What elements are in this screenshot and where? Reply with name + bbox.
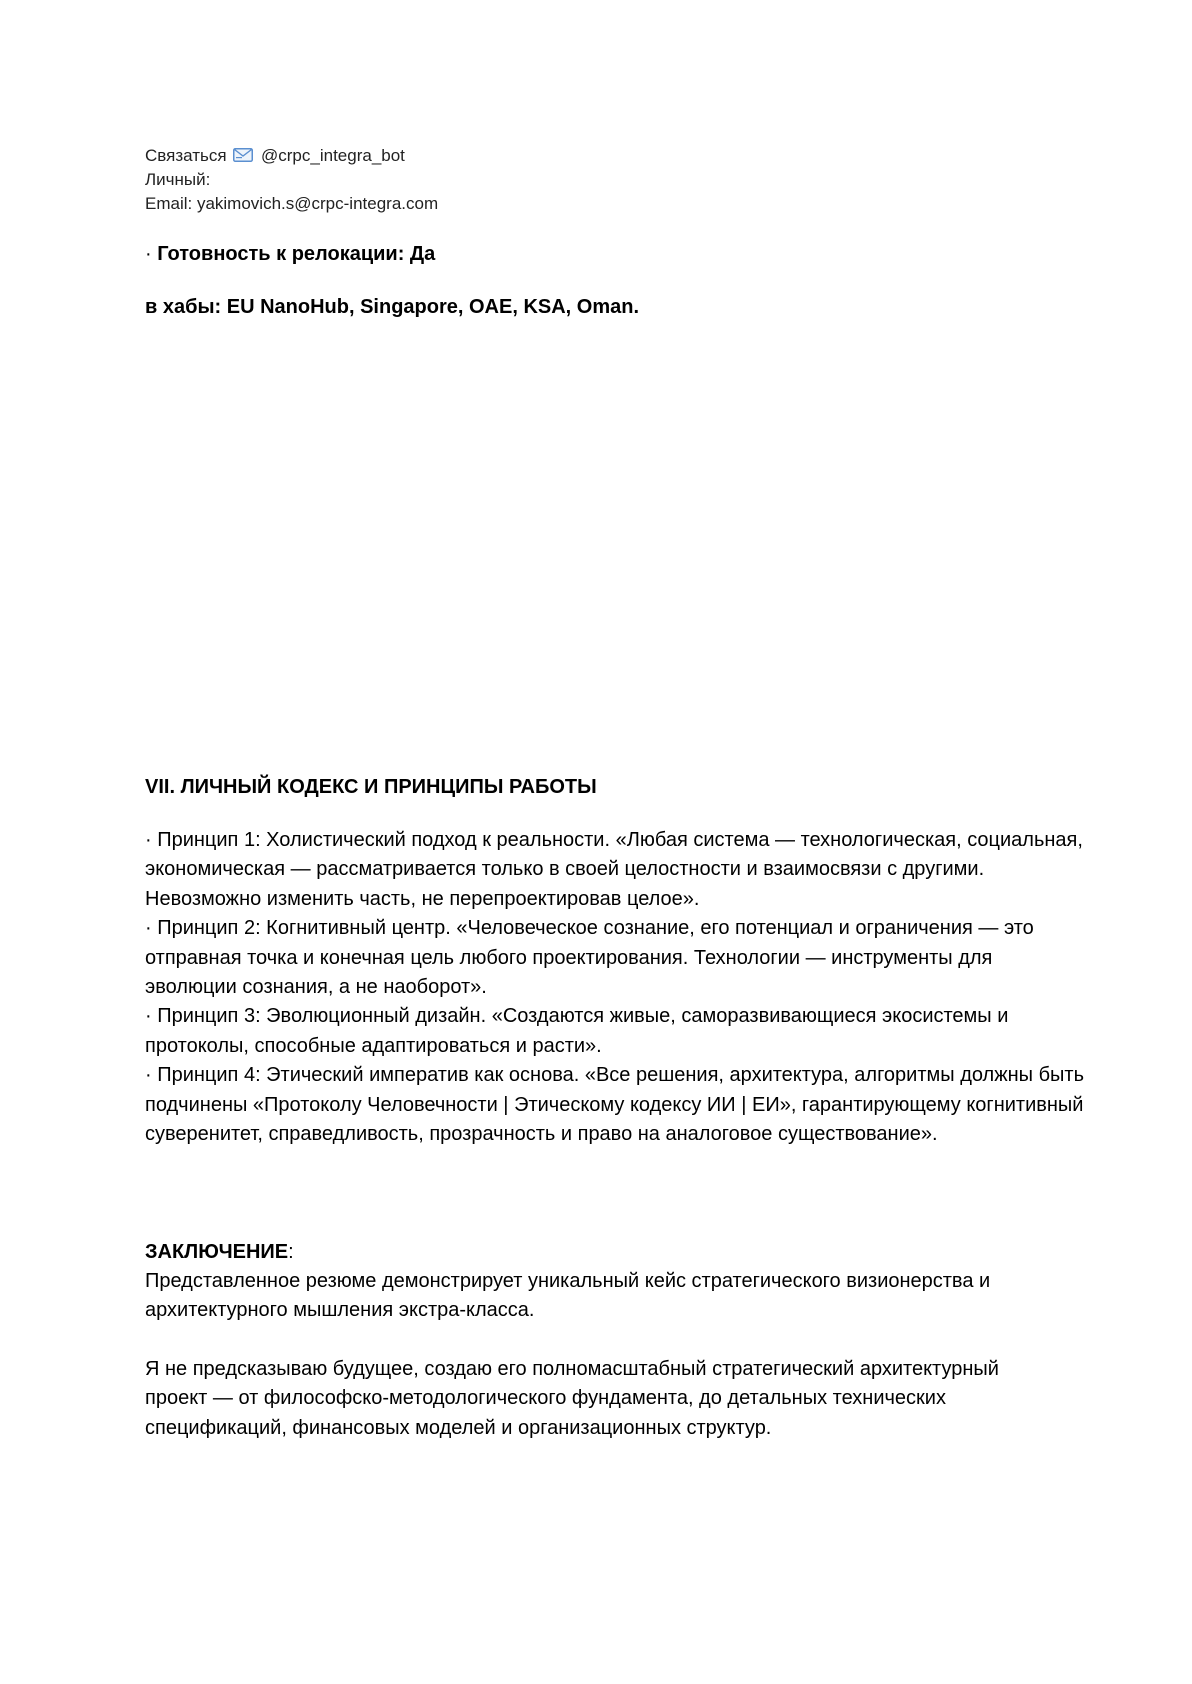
relocation-text: Готовность к релокации: Да <box>157 243 436 265</box>
conclusion-paragraph-1: Представленное резюме демонстрирует уникальный кейс стратегического визионерства и архитектурного мышления экстра-класса. <box>145 1270 991 1322</box>
principle-4: · Принцип 4: Этический императив как основа. «Все решения, архитектура, алгоритмы должны быть подчинены «Протоколу Человечности | Этическому кодексу ИИ | ЕИ», гарантирующему когнитивный суверенитет, справедливость, прозрачность и право на аналоговое существование». <box>145 1064 1084 1146</box>
principle-2: · Принцип 2: Когнитивный центр. «Человеческое сознание, его потенциал и ограничения — это отправная точка и конечная цель любого проектирования. Технологии — инструменты для эволюции сознания, а не наоборот». <box>145 917 1034 999</box>
relocation-line <box>145 240 435 268</box>
telegram-bot-link[interactable]: @crpc_integra_bot <box>261 146 405 165</box>
relocation-hubs: в хабы: EU NanoHub, Singapore, OAE, KSA, Oman. <box>145 296 640 318</box>
conclusion-title: ЗАКЛЮЧЕНИЕ <box>145 1241 289 1263</box>
contact-telegram-line <box>145 144 438 168</box>
conclusion-heading <box>145 1238 294 1267</box>
principles-list <box>145 826 1085 1149</box>
conclusion-paragraph-2: Я не предсказываю будущее, создаю его полномасштабный стратегический архитектурный проект — от философско-методологического фундамента, до детальных технических спецификаций, финансовых моделей и организационных структур. <box>145 1358 999 1439</box>
email-line[interactable]: Email: yakimovich.s@crpc-integra.com <box>145 194 439 213</box>
principle-1: · Принцип 1: Холистический подход к реальности. «Любая система — технологическая, социальная, экономическая — рассматривается только в своей целостности и взаимосвязи с другими. Невозможно изменить часть, не перепроектировав целое». <box>145 829 1083 910</box>
section-title: VII. ЛИЧНЫЙ КОДЕКС И ПРИНЦИПЫ РАБОТЫ <box>145 776 597 798</box>
contact-prefix: Связаться <box>145 146 227 165</box>
relocation-bullet: · <box>145 243 158 265</box>
contact-block <box>145 144 438 216</box>
principle-3: · Принцип 3: Эволюционный дизайн. «Создаются живые, саморазвивающиеся экосистемы и протоколы, способные адаптироваться и расти». <box>145 1005 1009 1057</box>
personal-label: Личный: <box>145 170 211 189</box>
conclusion-colon: : <box>288 1241 294 1263</box>
envelope-icon <box>233 148 253 162</box>
